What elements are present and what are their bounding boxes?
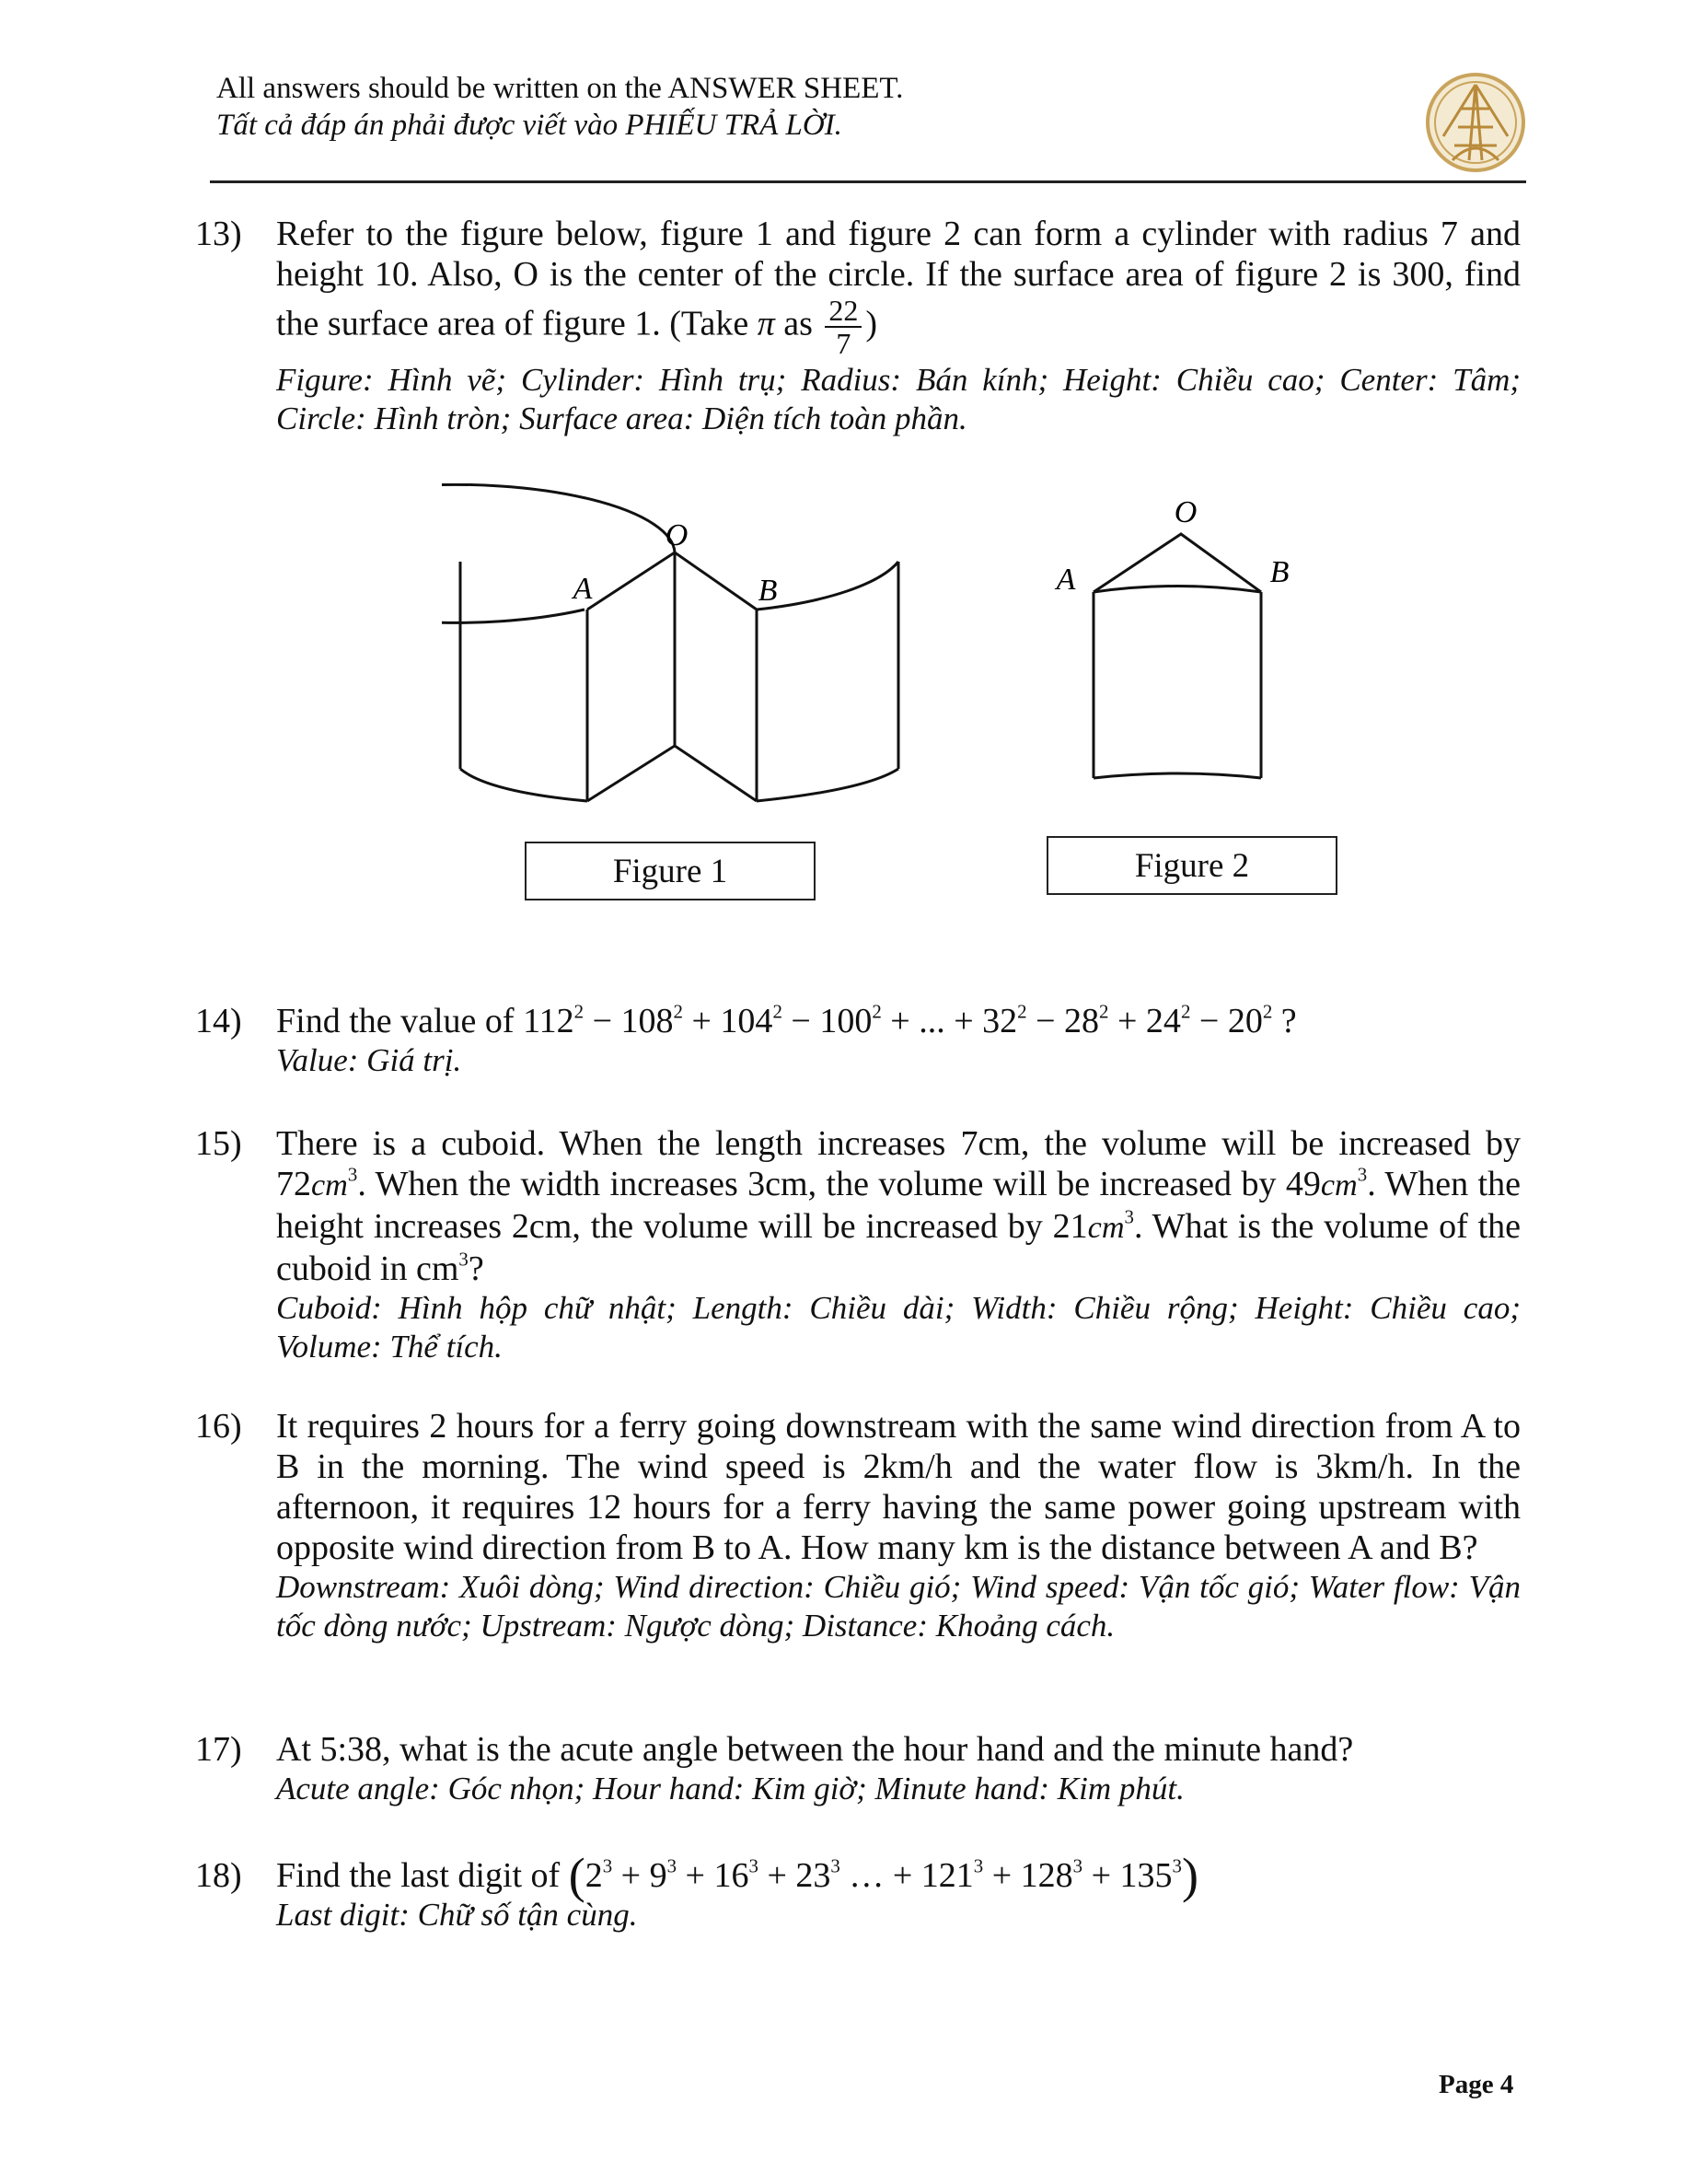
term: ? — [1272, 1002, 1297, 1040]
tower-logo-icon — [1425, 72, 1526, 173]
question-text — [276, 1123, 1521, 1289]
header-divider — [210, 180, 1526, 183]
question-text-main: Find the value of — [276, 1002, 524, 1040]
exponent: 3 — [1357, 1163, 1368, 1186]
question-15 — [195, 1123, 1521, 1366]
text-part: . When the width increases 3cm, the volume will be increased by 49 — [357, 1165, 1321, 1203]
glossary: Value: Giá trị. — [276, 1042, 462, 1078]
label-A-fig1: A — [573, 572, 593, 606]
text-part: There is a cuboid. When the length increases 7cm, the volume will be increased by 72 — [276, 1124, 1521, 1203]
pi-symbol: π — [757, 304, 775, 343]
exponent: 3 — [830, 1854, 840, 1877]
expression — [523, 1002, 1297, 1040]
term: + 24 — [1108, 1002, 1181, 1040]
term: + 128 — [983, 1856, 1073, 1895]
question-text-main: Find the last digit of — [276, 1856, 569, 1895]
figure-2-drawing — [1094, 534, 1261, 778]
term: − 100 — [781, 1002, 873, 1040]
term: + 104 — [683, 1002, 773, 1040]
exponent: 3 — [1072, 1854, 1083, 1877]
label-O-fig2: O — [1174, 495, 1198, 529]
question-text — [276, 1848, 1521, 1903]
unit: cm — [1320, 1168, 1358, 1202]
term: + 9 — [612, 1856, 667, 1895]
exponent: 3 — [347, 1163, 358, 1186]
figure-1-caption: Figure 1 — [525, 842, 816, 900]
unit: cm — [1087, 1211, 1125, 1245]
text-part: . When the height increases 2cm, the volume will be increased by 21 — [276, 1165, 1521, 1246]
question-text — [276, 214, 1521, 359]
question-13 — [195, 214, 1521, 438]
exponent: 2 — [872, 1000, 882, 1023]
glossary: Acute angle: Góc nhọn; Hour hand: Kim giờ; Minute hand: Kim phút. — [276, 1771, 1185, 1806]
text-part: . What is the volume of the cuboid in cm — [276, 1207, 1522, 1288]
open-paren: ( — [568, 1848, 585, 1903]
exponent: 2 — [772, 1000, 782, 1023]
exponent: 3 — [973, 1854, 984, 1877]
close-paren: ) — [1182, 1848, 1198, 1903]
label-O-fig1: O — [665, 518, 689, 552]
exponent: 3 — [602, 1854, 613, 1877]
question-text: It requires 2 hours for a ferry going downstream with the same wind direction from A to B in the morning. The wind speed is 2km/h and the water flow is 3km/h. In the afternoon, it requires 12 hours for a ferry having the same power going upstream with opposite wind direction from B to A. How many km is the distance between A and B? — [276, 1407, 1521, 1567]
question-number: 14) — [195, 1002, 242, 1040]
exponent: 2 — [1099, 1000, 1109, 1023]
fraction-numerator: 22 — [825, 295, 862, 328]
exponent: 2 — [673, 1000, 683, 1023]
exponent: 2 — [1017, 1000, 1027, 1023]
question-14 — [195, 1001, 1521, 1080]
header-instruction-en: All answers should be written on the ANSWER SHEET. — [216, 72, 904, 105]
unit: cm — [311, 1168, 348, 1202]
question-number: 18) — [195, 1856, 242, 1895]
label-B-fig1: B — [758, 574, 778, 608]
figure-2-caption: Figure 2 — [1047, 836, 1337, 895]
term: + 23 — [758, 1856, 831, 1895]
term: + 16 — [677, 1856, 749, 1895]
question-17 — [195, 1729, 1521, 1808]
exponent: 2 — [573, 1000, 585, 1023]
exponent: 2 — [1262, 1000, 1273, 1023]
header-instruction-vi: Tất cả đáp án phải được viết vào PHIẾU TRẢ LỜI. — [216, 109, 842, 142]
question-16 — [195, 1406, 1521, 1645]
question-number: 13) — [195, 215, 242, 253]
question-text — [276, 1001, 1521, 1041]
term: 2 — [585, 1856, 603, 1895]
question-18 — [195, 1848, 1521, 1934]
glossary: Cuboid: Hình hộp chữ nhật; Length: Chiều dài; Width: Chiều rộng; Height: Chiều cao; Volume: Thể tích. — [276, 1290, 1521, 1365]
question-text-main: Refer to the figure below, figure 1 and figure 2 can form a cylinder with radius 7 and height 10. Also, O is the center of the circle. If the surface area of figure 2 is 300, find the surface area of figure 1. (Take — [276, 215, 1521, 343]
term: … + 121 — [839, 1856, 974, 1895]
pi-fraction — [825, 295, 862, 359]
as-word: as — [774, 304, 822, 343]
glossary: Figure: Hình vẽ; Cylinder: Hình trụ; Radius: Bán kính; Height: Chiều cao; Center: Tâm; Circle: Hình tròn; Surface area: Diện tích toàn phần. — [276, 362, 1521, 436]
term: + ... + 32 — [881, 1002, 1018, 1040]
term: + 135 — [1082, 1856, 1173, 1895]
page-number: Page 4 — [1439, 2070, 1514, 2099]
label-B-fig2: B — [1269, 555, 1290, 589]
page-header — [216, 70, 903, 144]
fraction-denominator: 7 — [836, 327, 851, 360]
cylinder-figures — [442, 483, 1344, 833]
expression — [585, 1856, 1182, 1895]
question-number: 15) — [195, 1124, 242, 1163]
glossary: Downstream: Xuôi dòng; Wind direction: Chiều gió; Wind speed: Vận tốc gió; Water flow: Vận tốc dòng nước; Upstream: Ngược dòng; Distance: Khoảng cách. — [276, 1569, 1521, 1644]
term: 112 — [523, 1002, 574, 1040]
question-text: At 5:38, what is the acute angle between the hour hand and the minute hand? — [276, 1730, 1354, 1769]
exponent: 2 — [1180, 1000, 1191, 1023]
term: − 28 — [1026, 1002, 1100, 1040]
glossary: Last digit: Chữ số tận cùng. — [276, 1897, 638, 1933]
closing-paren: ) — [865, 304, 878, 343]
term: − 20 — [1190, 1002, 1263, 1040]
exponent: 3 — [748, 1854, 758, 1877]
exponent: 3 — [458, 1248, 469, 1271]
label-A-fig2: A — [1056, 563, 1076, 597]
exponent: 3 — [1172, 1854, 1182, 1877]
question-number: 16) — [195, 1407, 242, 1446]
exponent: 3 — [666, 1854, 677, 1877]
exponent: 3 — [1124, 1205, 1134, 1228]
text-part: ? — [468, 1249, 484, 1288]
term: − 108 — [584, 1002, 674, 1040]
question-number: 17) — [195, 1730, 242, 1769]
